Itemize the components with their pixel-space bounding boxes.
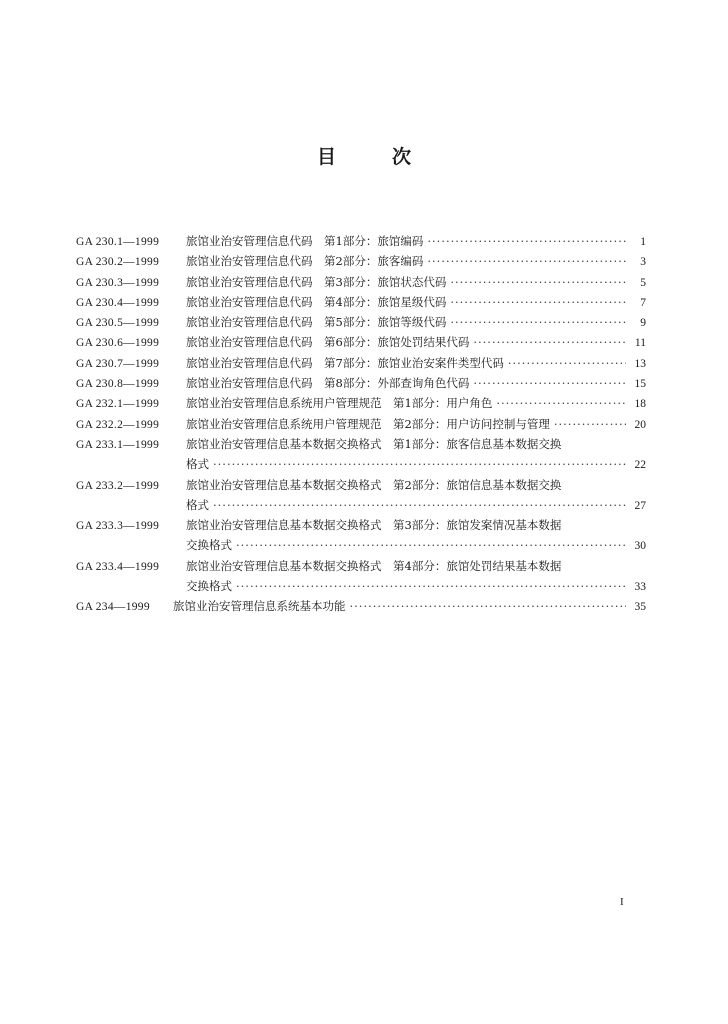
toc-entry-continuation: [76, 455, 646, 475]
toc-leader: [450, 313, 626, 332]
toc-code: GA 230.7—1999: [76, 357, 160, 370]
toc-page: 13: [634, 357, 646, 370]
toc-title: 旅馆业治安管理信息系统用户管理规范 第1部分：用户角色: [186, 396, 493, 411]
toc-page: 11: [634, 337, 646, 350]
toc-entry: [76, 435, 646, 455]
toc-code: GA 233.3—1999: [76, 520, 160, 533]
toc-leader: [213, 455, 626, 474]
toc-leader: [213, 496, 626, 515]
toc-title-continuation: 格式: [186, 457, 209, 472]
toc-leader: [554, 415, 626, 434]
toc-leader: [236, 536, 626, 555]
toc-title: 旅馆业治安管理信息基本数据交换格式 第3部分：旅馆发案情况基本数据: [186, 518, 562, 533]
toc-code: GA 233.4—1999: [76, 560, 160, 573]
toc-entry-continuation: [76, 496, 646, 516]
toc-title: 旅馆业治安管理信息基本数据交换格式 第1部分：旅客信息基本数据交换: [186, 436, 562, 451]
toc-title: 旅馆业治安管理信息代码 第7部分：旅馆业治安案件类型代码: [186, 355, 504, 370]
toc-entry-continuation: [76, 536, 646, 556]
toc-leader: [473, 374, 626, 393]
toc-leader: [236, 577, 626, 596]
toc-leader: [450, 273, 626, 292]
toc-code: GA 230.2—1999: [76, 256, 160, 269]
toc-title: 旅馆业治安管理信息基本数据交换格式 第2部分：旅馆信息基本数据交换: [186, 477, 562, 492]
toc-title: 旅馆业治安管理信息代码 第3部分：旅馆状态代码: [186, 274, 447, 289]
toc-code: GA 230.3—1999: [76, 276, 160, 289]
toc-leader: [450, 293, 626, 312]
toc-leader: [427, 252, 626, 271]
toc-code: GA 233.2—1999: [76, 479, 160, 492]
toc-entry: [76, 597, 646, 617]
toc-title: 旅馆业治安管理信息代码 第8部分：外部查询角色代码: [186, 376, 470, 391]
toc-page: 22: [634, 459, 646, 472]
toc-leader: [427, 232, 626, 251]
toc-code: GA 234—1999: [76, 601, 150, 614]
toc-entry: [76, 354, 646, 374]
toc-entry: [76, 333, 646, 353]
toc-page: 3: [640, 256, 646, 269]
toc-entry-continuation: [76, 577, 646, 597]
toc-entry: [76, 293, 646, 313]
toc-page: 15: [634, 378, 646, 391]
toc-page: 27: [634, 499, 646, 512]
toc-entry: [76, 232, 646, 252]
toc-page: 5: [640, 276, 646, 289]
toc-page: 7: [640, 296, 646, 309]
toc-page: 33: [634, 581, 646, 594]
toc-code: GA 230.8—1999: [76, 378, 160, 391]
toc-entry: [76, 273, 646, 293]
toc-title-continuation: 格式: [186, 497, 209, 512]
toc-page: 18: [634, 398, 646, 411]
toc-code: GA 230.1—1999: [76, 236, 160, 248]
toc-title: 旅馆业治安管理信息代码 第4部分：旅馆星级代码: [186, 294, 447, 309]
toc-code: GA 230.4—1999: [76, 296, 160, 309]
toc-title: 旅馆业治安管理信息代码 第2部分：旅客编码: [186, 254, 424, 269]
toc-title-continuation: 交换格式: [186, 579, 232, 594]
toc-title: 旅馆业治安管理信息代码 第1部分：旅馆编码: [186, 234, 424, 248]
toc-code: GA 232.1—1999: [76, 398, 160, 411]
toc-title: 旅馆业治安管理信息基本数据交换格式 第4部分：旅馆处罚结果基本数据: [186, 558, 562, 573]
toc-page: 20: [634, 418, 646, 431]
toc-code: GA 233.1—1999: [76, 438, 160, 451]
toc-leader: [508, 354, 626, 373]
toc-page: 35: [634, 601, 646, 614]
table-of-contents: [76, 232, 646, 618]
toc-page: 1: [640, 236, 646, 248]
toc-entry: [76, 557, 646, 577]
toc-entry: [76, 476, 646, 496]
toc-entry: [76, 516, 646, 536]
toc-entry: [76, 415, 646, 435]
toc-title: 旅馆业治安管理信息系统基本功能: [173, 599, 346, 614]
toc-page: 9: [640, 317, 646, 330]
toc-page: 30: [634, 540, 646, 553]
toc-title: 旅馆业治安管理信息系统用户管理规范 第2部分：用户访问控制与管理: [186, 416, 550, 431]
toc-leader: [473, 333, 626, 352]
toc-leader: [496, 394, 626, 413]
toc-leader: [350, 597, 627, 616]
toc-entry: [76, 374, 646, 394]
toc-entry: [76, 313, 646, 333]
toc-entry: [76, 252, 646, 272]
page-title: 目次: [316, 146, 467, 168]
toc-title: 旅馆业治安管理信息代码 第5部分：旅馆等级代码: [186, 315, 447, 330]
page-number: I: [620, 896, 624, 908]
toc-code: GA 230.5—1999: [76, 317, 160, 330]
toc-title-continuation: 交换格式: [186, 538, 232, 553]
toc-title: 旅馆业治安管理信息代码 第6部分：旅馆处罚结果代码: [186, 335, 470, 350]
toc-code: GA 230.6—1999: [76, 337, 160, 350]
toc-entry: [76, 394, 646, 414]
toc-code: GA 232.2—1999: [76, 418, 160, 431]
